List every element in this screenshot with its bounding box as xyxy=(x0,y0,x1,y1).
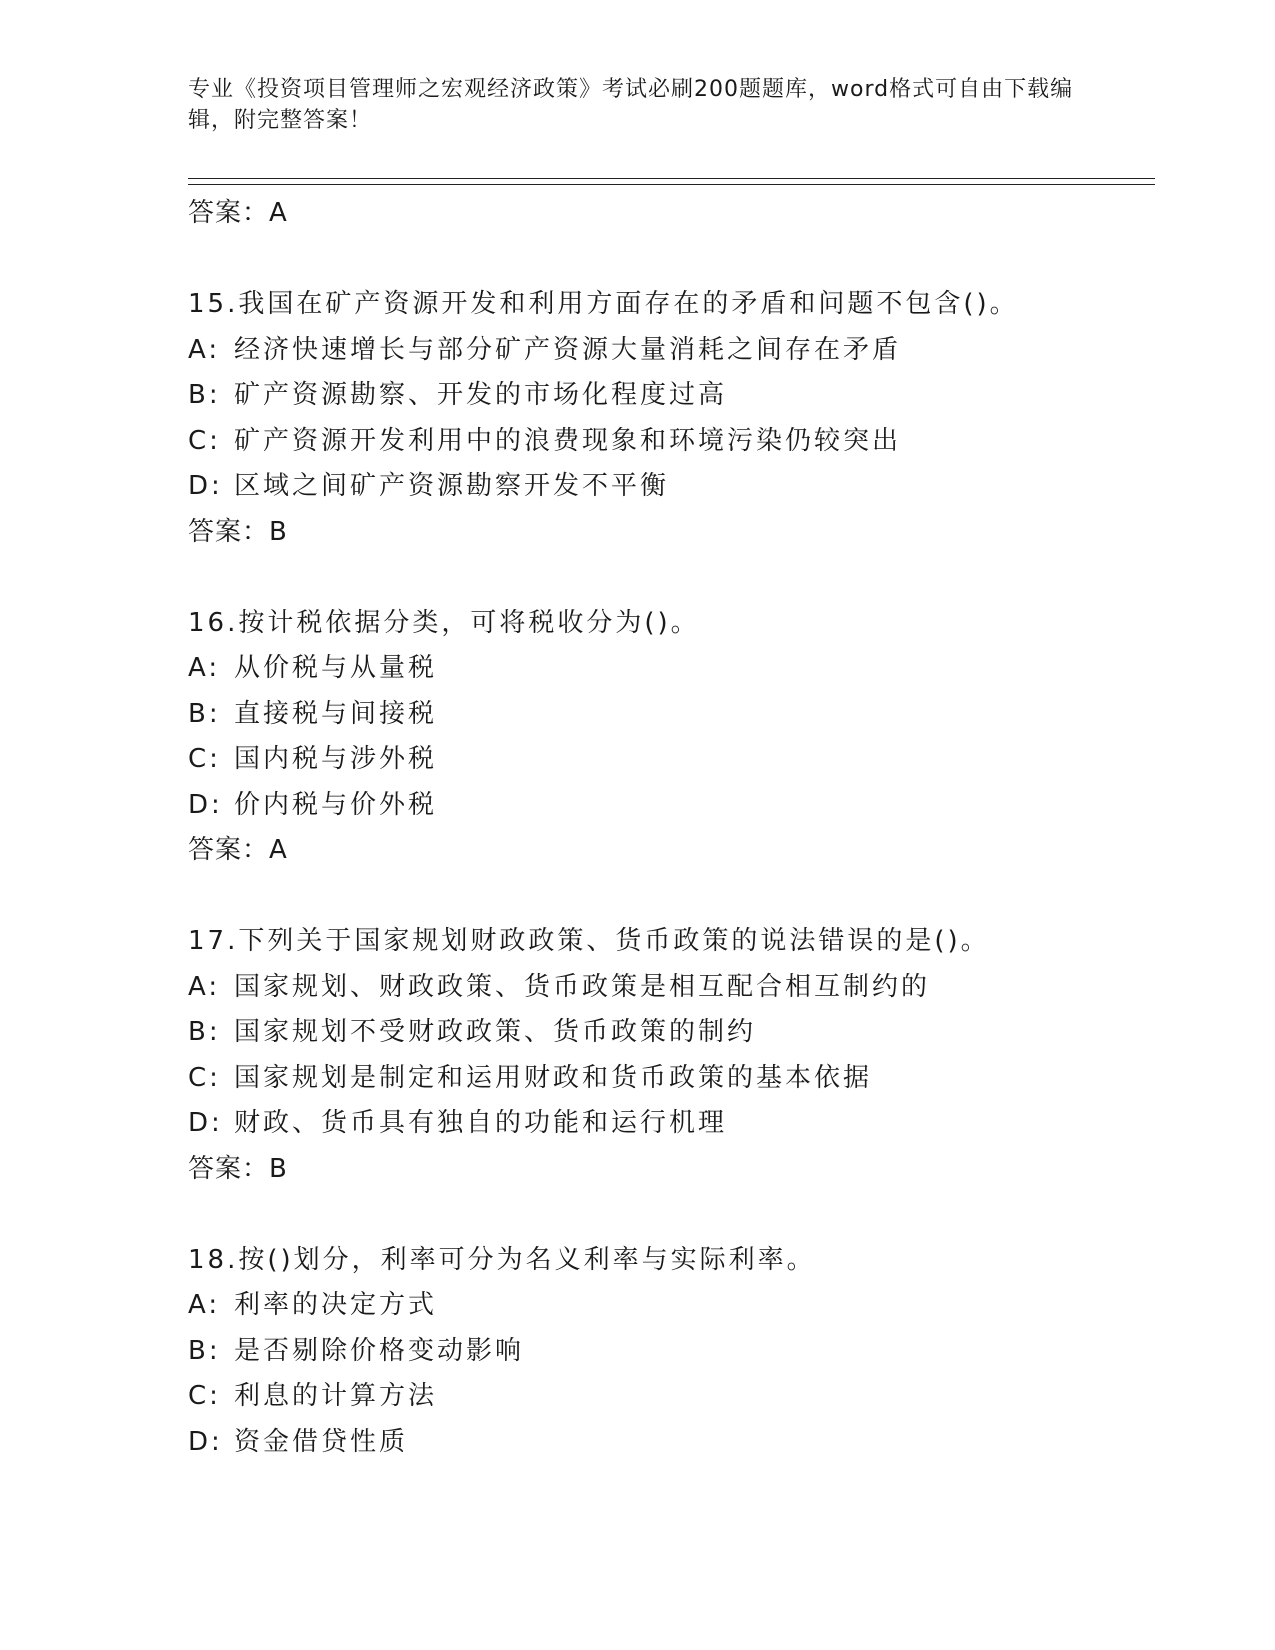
header-divider-bottom xyxy=(188,184,1155,185)
option-label: D: xyxy=(188,789,223,820)
option-label: B: xyxy=(188,380,221,410)
option-text: 矿产资源开发利用中的浪费现象和环境污染仍较突出 xyxy=(234,425,902,456)
option-d xyxy=(188,783,1148,829)
option-d xyxy=(188,1420,1148,1466)
option-text: 经济快速增长与部分矿产资源大量消耗之间存在矛盾 xyxy=(234,334,902,365)
option-c xyxy=(188,1374,1148,1420)
answer-line: 答案：A xyxy=(188,198,288,228)
header-divider-top xyxy=(188,178,1155,179)
option-c xyxy=(188,1056,1148,1102)
option-label: B: xyxy=(188,698,221,729)
question-18 xyxy=(188,1238,1148,1466)
option-label: C: xyxy=(188,425,221,456)
option-a xyxy=(188,1283,1148,1329)
question-content xyxy=(188,191,1148,1465)
option-a xyxy=(188,646,1148,692)
option-d xyxy=(188,464,1148,510)
option-text: 是否剔除价格变动影响 xyxy=(234,1335,525,1366)
option-text: 价内税与价外税 xyxy=(234,789,438,820)
question-15 xyxy=(188,282,1148,555)
option-label: D: xyxy=(188,1426,223,1457)
answer-line: 答案：A xyxy=(188,835,288,865)
option-label: C: xyxy=(188,744,221,774)
option-text: 从价税与从量税 xyxy=(234,653,438,683)
question-17 xyxy=(188,919,1148,1192)
option-label: C: xyxy=(188,1062,221,1093)
option-label: A: xyxy=(188,971,221,1002)
option-b xyxy=(188,373,1148,419)
option-c xyxy=(188,419,1148,465)
option-text: 国内税与涉外税 xyxy=(234,744,438,774)
option-b xyxy=(188,692,1148,738)
answer-line: 答案：B xyxy=(188,516,288,547)
question-stem: 16.按计税依据分类，可将税收分为()。 xyxy=(188,607,700,638)
question-stem: 17.下列关于国家规划财政政策、货币政策的说法错误的是()。 xyxy=(188,926,990,956)
option-label: B: xyxy=(188,1335,221,1366)
option-text: 利息的计算方法 xyxy=(234,1381,438,1411)
option-b xyxy=(188,1010,1148,1056)
answer-line: 答案：B xyxy=(188,1153,288,1184)
option-b xyxy=(188,1329,1148,1375)
option-label: A: xyxy=(188,1290,221,1320)
option-d xyxy=(188,1101,1148,1147)
option-label: B: xyxy=(188,1017,221,1047)
option-label: A: xyxy=(188,653,221,683)
option-text: 财政、货币具有独自的功能和运行机理 xyxy=(234,1108,728,1138)
question-stem: 15.我国在矿产资源开发和利用方面存在的矛盾和问题不包含()。 xyxy=(188,289,1019,319)
page-header: 专业《投资项目管理师之宏观经济政策》考试必刷200题题库，word格式可自由下载编辑，附完整答案！ xyxy=(188,77,1074,133)
option-text: 国家规划、财政政策、货币政策是相互配合相互制约的 xyxy=(234,971,931,1002)
option-text: 区域之间矿产资源勘察开发不平衡 xyxy=(234,471,670,501)
option-text: 资金借贷性质 xyxy=(234,1426,409,1457)
option-a xyxy=(188,328,1148,374)
option-label: D: xyxy=(188,1108,223,1138)
option-text: 国家规划是制定和运用财政和货币政策的基本依据 xyxy=(234,1062,873,1093)
option-label: C: xyxy=(188,1381,221,1411)
option-label: D: xyxy=(188,471,223,501)
option-c xyxy=(188,737,1148,783)
option-text: 利率的决定方式 xyxy=(234,1290,438,1320)
option-label: A: xyxy=(188,334,221,365)
question-16 xyxy=(188,601,1148,874)
option-a xyxy=(188,965,1148,1011)
option-text: 矿产资源勘察、开发的市场化程度过高 xyxy=(234,380,728,410)
option-text: 国家规划不受财政政策、货币政策的制约 xyxy=(234,1017,757,1047)
option-text: 直接税与间接税 xyxy=(234,698,438,729)
question-stem: 18.按()划分，利率可分为名义利率与实际利率。 xyxy=(188,1244,816,1275)
